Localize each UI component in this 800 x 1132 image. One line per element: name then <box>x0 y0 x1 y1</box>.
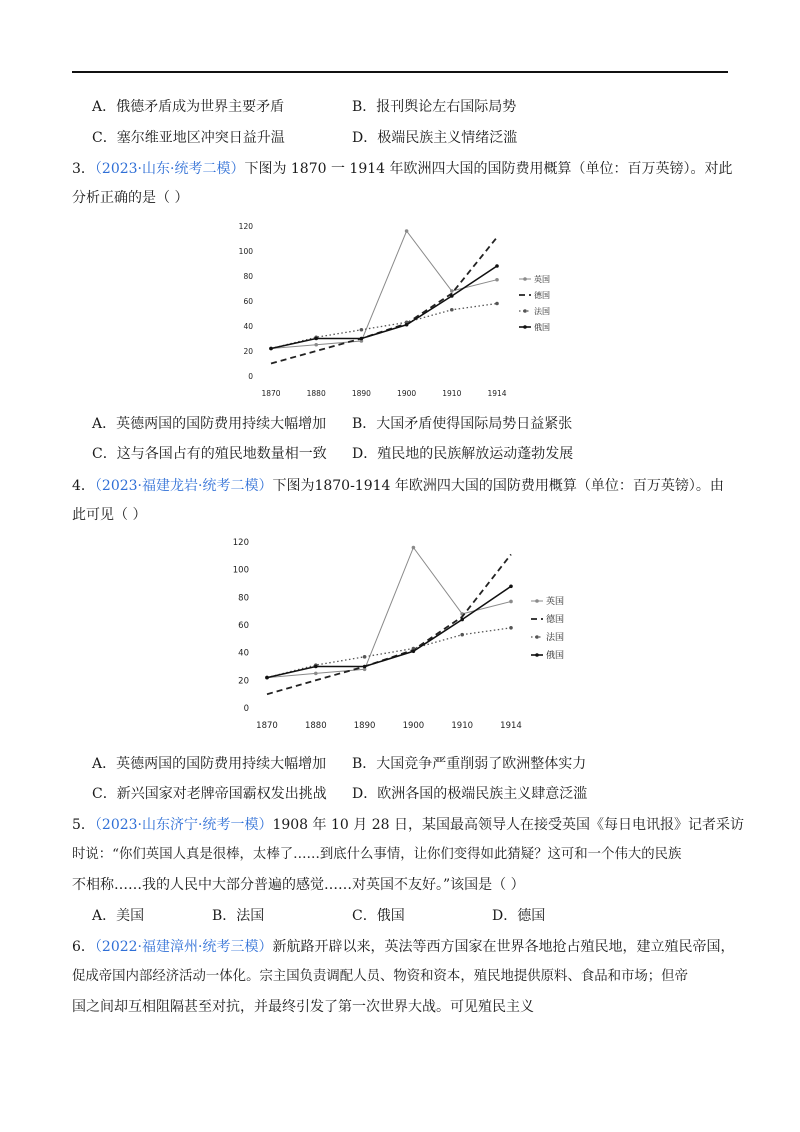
q5-option-d[interactable]: D．德国 <box>492 908 546 924</box>
q4-stem-text: 下图为1870-1914 年欧洲四大国的国防费用概算（单位：百万英镑）。由 <box>272 478 724 494</box>
q3-number: 3． <box>72 161 95 177</box>
q4-x-tick-label: 1890 <box>353 721 376 731</box>
q4-stem-line2: 此可见（ ） <box>72 507 147 523</box>
q4-data-point <box>314 665 318 669</box>
q3-stem-text: 下图为 1870 一 1914 年欧洲四大国的国防费用概算（单位：百万英镑）。对此 <box>244 161 733 177</box>
q4-number: 4． <box>72 478 95 494</box>
q3-y-tick-label: 80 <box>243 272 253 281</box>
q4-data-point <box>509 584 513 588</box>
q6-stem-text: 新航路开辟以来，英法等西方国家在世界各地抢占殖民地，建立殖民帝国， <box>272 939 735 955</box>
q4-y-tick-label: 80 <box>238 593 249 604</box>
q5-number: 5． <box>72 817 95 833</box>
q3-legend-label: 英国 <box>534 275 550 284</box>
q3-legend-label: 法国 <box>534 307 550 316</box>
q3-source: （2023·山东·统考二模） <box>94 161 245 177</box>
q3-y-tick-label: 60 <box>243 297 253 306</box>
q3-legend-marker <box>523 277 527 281</box>
q3-data-point <box>450 308 454 312</box>
prev-option-d[interactable]: D．极端民族主义情绪泛滥 <box>352 130 518 146</box>
q4-x-tick-label: 1900 <box>402 721 425 731</box>
q4-data-point <box>460 633 464 637</box>
q4-legend-marker <box>535 653 539 657</box>
q3-x-tick-label: 1870 <box>261 389 281 396</box>
q3-data-point <box>495 278 499 282</box>
q4-option-b[interactable]: B．大国竞争严重削弱了欧洲整体实力 <box>352 756 587 772</box>
q4-source: （2023·福建龙岩·统考二模） <box>94 478 273 494</box>
q3-y-tick-label: 100 <box>238 247 253 256</box>
q3-data-point <box>450 294 454 298</box>
q3-data-point <box>495 264 499 268</box>
q5-option-b[interactable]: B．法国 <box>212 908 265 924</box>
q3-x-tick-label: 1890 <box>351 389 371 396</box>
q3-x-tick-label: 1900 <box>397 389 417 396</box>
q6-number: 6． <box>72 939 95 955</box>
q3-data-point <box>269 347 273 351</box>
prev-option-b[interactable]: B．报刊舆论左右国际局势 <box>352 99 517 115</box>
q4-option-d[interactable]: D．欧洲各国的极端民族主义肆意泛滥 <box>352 786 588 802</box>
q3-data-point <box>405 323 409 327</box>
q6-stem-line3: 国之间却互相阻隔甚至对抗，并最终引发了第一次世界大战。可见殖民主义 <box>72 999 534 1015</box>
q4-y-tick-label: 100 <box>232 565 249 576</box>
q3-option-a[interactable]: A．英德两国的国防费用持续大幅增加 <box>92 416 327 432</box>
q3-data-point <box>495 302 499 306</box>
q3-legend-marker <box>523 309 527 313</box>
q4-chart <box>215 532 595 732</box>
q4-series-line-3 <box>267 628 511 678</box>
q4-data-point <box>412 546 416 550</box>
q3-y-tick-label: 120 <box>238 222 253 231</box>
q3-option-b[interactable]: B．大国矛盾使得国际局势日益紧张 <box>352 416 573 432</box>
q6-stem-line1 <box>72 937 735 957</box>
q3-x-tick-label: 1914 <box>487 389 507 396</box>
q4-legend-marker <box>535 635 539 639</box>
q3-data-point <box>360 328 364 332</box>
q4-y-tick-label: 40 <box>238 648 249 659</box>
q4-data-point <box>314 672 318 676</box>
q4-data-point <box>265 676 269 680</box>
q3-option-c[interactable]: C．这与各国占有的殖民地数量相一致 <box>92 446 327 462</box>
q3-data-point <box>314 337 318 341</box>
q5-option-a[interactable]: A．美国 <box>92 908 145 924</box>
q4-legend-marker <box>535 599 539 603</box>
prev-option-c[interactable]: C．塞尔维亚地区冲突日益升温 <box>92 130 285 146</box>
q6-source: （2022·福建漳州·统考三模） <box>94 939 273 955</box>
q5-stem-text: 1908 年 10 月 28 日，某国最高领导人在接受英国《每日电讯报》记者采访 <box>272 817 744 833</box>
q4-y-tick-label: 20 <box>238 676 249 687</box>
q5-source: （2023·山东济宁·统考一模） <box>94 817 273 833</box>
q6-stem-line2: 促成帝国内部经济活动一体化。宗主国负责调配人员、物资和资本，殖民地提供原料、食品和市场；但帝 <box>72 969 688 984</box>
q3-data-point <box>314 343 318 347</box>
q3-y-tick-label: 20 <box>243 347 253 356</box>
q5-stem-line1 <box>72 815 744 835</box>
q3-legend-marker <box>523 325 527 329</box>
q3-legend-label: 俄国 <box>534 323 550 332</box>
q4-data-point <box>412 649 416 653</box>
q4-x-tick-label: 1910 <box>451 721 474 731</box>
q4-y-tick-label: 120 <box>232 538 249 548</box>
q4-data-point <box>363 655 367 659</box>
q3-chart <box>225 216 580 396</box>
q4-x-tick-label: 1880 <box>304 721 327 731</box>
q5-stem-line3: 不相称……我的人民中大部分普遍的感觉……对英国不友好。”该国是（ ） <box>72 877 525 893</box>
q4-option-a[interactable]: A．英德两国的国防费用持续大幅增加 <box>92 756 327 772</box>
q4-stem-line1 <box>72 476 728 496</box>
q4-legend-label: 英国 <box>546 597 565 607</box>
q3-option-d[interactable]: D．殖民地的民族解放运动蓬勃发展 <box>352 446 574 462</box>
prev-option-a[interactable]: A．俄德矛盾成为世界主要矛盾 <box>92 99 285 115</box>
q4-y-tick-label: 0 <box>243 704 249 714</box>
q3-x-tick-label: 1880 <box>306 389 326 396</box>
q3-legend-label: 德国 <box>534 291 550 300</box>
q4-data-point <box>509 600 513 604</box>
q3-y-tick-label: 0 <box>248 372 253 381</box>
q3-data-point <box>450 289 454 293</box>
q3-y-tick-label: 40 <box>243 322 253 331</box>
q5-option-c[interactable]: C．俄国 <box>352 908 405 924</box>
q4-legend-label: 德国 <box>546 615 565 625</box>
header-rule <box>72 71 728 73</box>
q3-data-point <box>360 337 364 341</box>
q3-data-point <box>405 229 409 233</box>
q4-legend-label: 法国 <box>546 633 565 643</box>
q4-series-line-2 <box>267 554 511 694</box>
q4-data-point <box>509 626 513 630</box>
q3-stem-line2: 分析正确的是（ ） <box>72 190 189 206</box>
q3-x-tick-label: 1910 <box>442 389 462 396</box>
q4-x-tick-label: 1914 <box>500 721 522 731</box>
q4-option-c[interactable]: C．新兴国家对老牌帝国霸权发出挑战 <box>92 786 327 802</box>
q4-y-tick-label: 60 <box>238 621 249 631</box>
q4-legend-label: 俄国 <box>546 651 565 661</box>
q4-data-point <box>363 665 367 669</box>
q5-stem-line2: 时说：“你们英国人真是很棒，太棒了……到底什么事情，让你们变得如此猜疑？这可和一个伟大的民族 <box>72 847 682 862</box>
q3-stem-line1 <box>72 159 733 179</box>
q4-data-point <box>460 618 464 622</box>
q4-x-tick-label: 1870 <box>256 721 278 731</box>
q3-series-line-2 <box>271 237 497 363</box>
